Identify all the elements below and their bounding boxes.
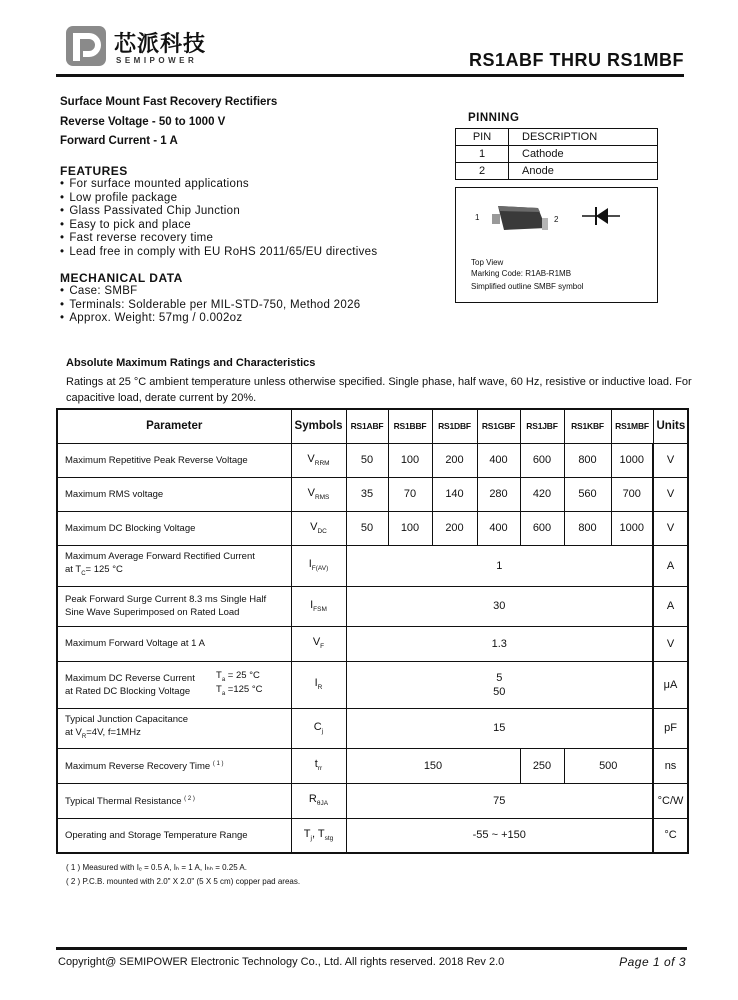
diode-symbol-icon <box>580 203 622 229</box>
mechanical-heading: MECHANICAL DATA <box>60 271 183 285</box>
intro-line-3: Forward Current - 1 A <box>60 135 178 147</box>
table-row <box>57 586 688 626</box>
symbol-rth: $R_{\theta JA}$ <box>291 783 346 818</box>
feature-item: • Lead free in comply with EU RoHS 2011/65/EU directives <box>60 246 377 260</box>
ratings-header-row <box>57 409 688 443</box>
unit-cell: °C/W <box>653 783 688 818</box>
desc-col-header: DESCRIPTION <box>509 129 658 146</box>
unit-cell: V <box>653 477 688 511</box>
param-vrrm: Maximum Repetitive Peak Reverse Voltage <box>57 443 291 477</box>
table-row <box>57 818 688 853</box>
value-cell: 800 <box>564 443 611 477</box>
symbol-vrrm: $V_{RRM}$ <box>291 443 346 477</box>
table-row <box>57 748 688 783</box>
header-units: Units <box>653 409 688 443</box>
unit-cell: V <box>653 511 688 545</box>
header-rule <box>56 74 684 77</box>
symbol-cj: $C_j$ <box>291 708 346 748</box>
brand-english: SEMIPOWER <box>116 56 198 65</box>
unit-cell: °C <box>653 818 688 853</box>
feature-item: • Easy to pick and place <box>60 219 377 233</box>
table-row <box>57 783 688 818</box>
table-row <box>57 443 688 477</box>
outline-caption: Simplified outline SMBF symbol <box>471 282 584 291</box>
unit-cell: V <box>653 443 688 477</box>
features-heading: FEATURES <box>60 164 128 178</box>
footnote-2: ( 2 ) P.C.B. mounted with 2.0" X 2.0" (5 X 5 cm) copper pad areas. <box>66 877 301 886</box>
value-cell: 1000 <box>611 443 653 477</box>
value-cell: 200 <box>432 443 477 477</box>
value-cell: 5 50 <box>346 661 653 708</box>
table-row <box>57 708 688 748</box>
part-range-title: RS1ABF THRU RS1MBF <box>468 50 684 70</box>
header-device: RS1MBF <box>611 409 653 443</box>
unit-cell: V <box>653 626 688 661</box>
symbol-ifav: $I_{F(AV)}$ <box>291 545 346 586</box>
value-cell: 250 <box>520 748 564 783</box>
header-device: RS1GBF <box>477 409 520 443</box>
page-number: Page 1 of 3 <box>619 955 686 969</box>
value-cell: 400 <box>477 511 520 545</box>
param-vf: Maximum Forward Voltage at 1 A <box>57 626 291 661</box>
pinning-table <box>455 128 658 180</box>
table-row <box>456 146 658 163</box>
unit-cell: A <box>653 586 688 626</box>
param-trr: Maximum Reverse Recovery Time $^{( 1 )}$ <box>57 748 291 783</box>
intro-line-2: Reverse Voltage - 50 to 1000 V <box>60 115 226 128</box>
table-row <box>57 661 688 708</box>
intro-line-1: Surface Mount Fast Recovery Rectifiers <box>60 96 278 108</box>
table-row <box>57 511 688 545</box>
value-cell: 75 <box>346 783 653 818</box>
value-cell: -55 ~ +150 <box>346 818 653 853</box>
mechanical-item: • Approx. Weight: 57mg / 0.002oz <box>60 312 360 326</box>
mechanical-item: • Case: SMBF <box>60 285 360 299</box>
value-cell: 400 <box>477 443 520 477</box>
header-parameter: Parameter <box>57 409 291 443</box>
feature-item: • Glass Passivated Chip Junction <box>60 205 377 219</box>
param-temp: Operating and Storage Temperature Range <box>57 818 291 853</box>
value-cell: 1000 <box>611 511 653 545</box>
value-cell: 100 <box>388 443 432 477</box>
intro-block <box>60 93 360 152</box>
value-cell: 50 <box>346 443 388 477</box>
header-device: RS1JBF <box>520 409 564 443</box>
param-cj: Typical Junction Capacitance at $V_R=4V$, f=1MHz <box>57 708 291 748</box>
top-view-label: Top View <box>471 258 504 267</box>
param-vrms: Maximum RMS voltage <box>57 477 291 511</box>
pin2-label: 2 <box>554 215 559 224</box>
unit-cell: μA <box>653 661 688 708</box>
symbol-vrms: $V_{RMS}$ <box>291 477 346 511</box>
header-device: RS1ABF <box>346 409 388 443</box>
value-cell: 140 <box>432 477 477 511</box>
param-ifsm: Peak Forward Surge Current 8.3 ms Single Half Sine Wave Superimposed on Rated Load <box>57 586 291 626</box>
param-ifav: Maximum Average Forward Rectified Current at $T_C= 125$ °C <box>57 545 291 586</box>
value-cell: 30 <box>346 586 653 626</box>
symbol-vdc: $V_{DC}$ <box>291 511 346 545</box>
value-cell: 500 <box>564 748 653 783</box>
value-cell: 150 <box>346 748 520 783</box>
value-cell: 50 <box>346 511 388 545</box>
symbol-ifsm: $I_{FSM}$ <box>291 586 346 626</box>
header-device: RS1DBF <box>432 409 477 443</box>
symbol-temp: $T_j$, $T_{stg}$ <box>291 818 346 853</box>
value-cell: 700 <box>611 477 653 511</box>
header-device: RS1KBF <box>564 409 611 443</box>
value-cell: 200 <box>432 511 477 545</box>
header-symbols: Symbols <box>291 409 346 443</box>
pin-description: Anode <box>522 165 554 177</box>
feature-item: • For surface mounted applications <box>60 178 377 192</box>
pin-description: Cathode <box>509 146 658 163</box>
param-vdc: Maximum DC Blocking Voltage <box>57 511 291 545</box>
table-row <box>57 626 688 661</box>
value-cell: 70 <box>388 477 432 511</box>
marking-code: Marking Code: R1AB-R1MB <box>471 269 572 278</box>
header-device: RS1BBF <box>388 409 432 443</box>
pin-col-header: PIN <box>456 129 509 146</box>
param-ir: Maximum DC Reverse Current $T_a = 25$ °C at Rated DC Blocking Voltage $T_a =125$ °C <box>57 661 291 708</box>
table-row <box>57 545 688 586</box>
value-cell: 100 <box>388 511 432 545</box>
pin-number: 2 <box>456 163 509 180</box>
unit-cell: A <box>653 545 688 586</box>
feature-item: • Fast reverse recovery time <box>60 232 377 246</box>
value-cell: 600 <box>520 511 564 545</box>
ratings-heading: Absolute Maximum Ratings and Characteristics <box>66 357 316 369</box>
footnote-1: ( 1 ) Measured with Iₑ = 0.5 A, Iₕ = 1 A, Iₕₕ = 0.25 A. <box>66 863 247 872</box>
value-cell: 1 <box>346 545 653 586</box>
symbol-trr: $t_{rr}$ <box>291 748 346 783</box>
pin1-label: 1 <box>475 213 480 222</box>
value-cell: 600 <box>520 443 564 477</box>
features-list <box>60 178 377 259</box>
value-cell: 15 <box>346 708 653 748</box>
pinning-heading: PINNING <box>468 112 520 124</box>
pinning-header-row <box>456 129 658 146</box>
table-row <box>57 477 688 511</box>
mechanical-item: • Terminals: Solderable per MIL-STD-750, Method 2026 <box>60 299 360 313</box>
symbol-vf: $V_F$ <box>291 626 346 661</box>
brand-chinese: 芯派科技 <box>114 32 207 57</box>
feature-item: • Low profile package <box>60 192 377 206</box>
pin-number: 1 <box>456 146 509 163</box>
ratings-note: Ratings at 25 °C ambient temperature unless otherwise specified. Single phase, half wave, 60 Hz, resistive or inductive load. For capacitive load, derate current by 20%. <box>66 376 692 404</box>
unit-cell: ns <box>653 748 688 783</box>
value-cell: 560 <box>564 477 611 511</box>
mechanical-list <box>60 285 360 326</box>
value-cell: 280 <box>477 477 520 511</box>
table-row <box>456 163 658 180</box>
value-cell: 35 <box>346 477 388 511</box>
value-cell: 1.3 <box>346 626 653 661</box>
footer-rule <box>56 947 687 950</box>
smbf-package-image <box>490 202 550 236</box>
param-rth: Typical Thermal Resistance $^{( 2 )}$ <box>57 783 291 818</box>
ratings-table <box>56 408 689 854</box>
value-cell: 800 <box>564 511 611 545</box>
symbol-ir: $I_R$ <box>291 661 346 708</box>
value-cell: 420 <box>520 477 564 511</box>
semipower-logo <box>64 24 108 68</box>
package-outline-box <box>455 187 658 303</box>
copyright-text: Copyright@ SEMIPOWER Electronic Technology Co., Ltd. All rights reserved. 2018 Rev 2.0 <box>58 956 505 968</box>
unit-cell: pF <box>653 708 688 748</box>
